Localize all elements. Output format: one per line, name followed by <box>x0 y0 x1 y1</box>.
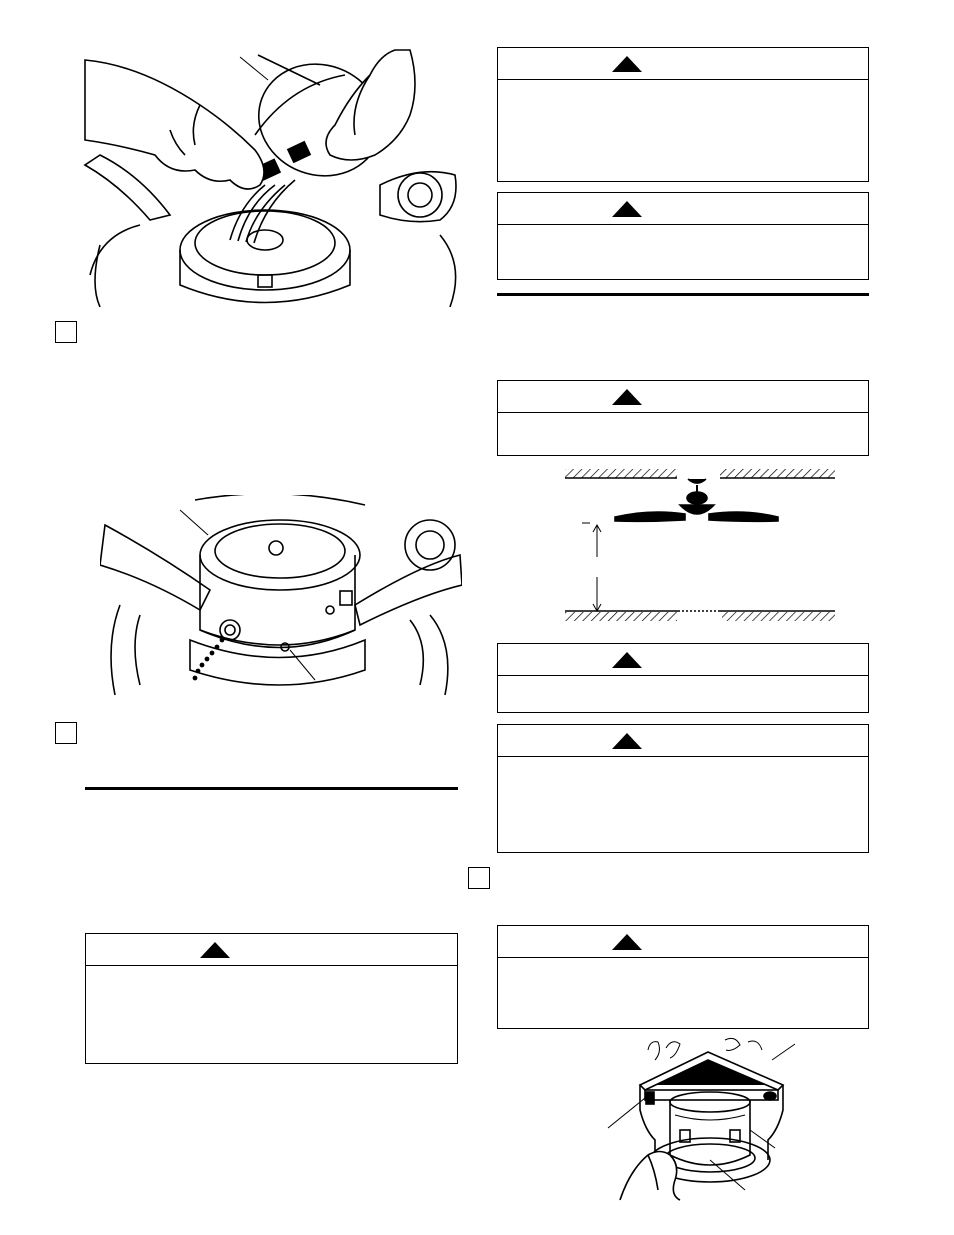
step-1-marker <box>55 321 77 343</box>
warning-text <box>498 757 868 769</box>
warning-triangle-icon <box>612 389 642 405</box>
warning-box-left <box>85 933 458 1064</box>
section-divider-right <box>497 293 869 296</box>
section-divider-left <box>85 787 458 790</box>
warning-box-3 <box>497 380 869 456</box>
warning-text <box>498 80 868 92</box>
warning-header <box>498 48 868 80</box>
warning-text <box>498 413 868 425</box>
wiring-connection-illustration <box>80 45 465 307</box>
warning-box-1 <box>497 47 869 182</box>
switch-housing-illustration <box>100 495 462 710</box>
warning-text <box>498 676 868 688</box>
warning-header <box>86 934 457 966</box>
step-3-marker <box>468 867 490 889</box>
warning-header <box>498 725 868 757</box>
warning-header <box>498 926 868 958</box>
warning-triangle-icon <box>200 942 230 958</box>
warning-text <box>498 225 868 237</box>
warning-text <box>498 958 868 970</box>
canopy-mounting-illustration <box>600 1030 810 1205</box>
warning-triangle-icon <box>612 934 642 950</box>
warning-triangle-icon <box>612 733 642 749</box>
step-2-marker <box>55 722 77 744</box>
warning-box-7 <box>497 925 869 1029</box>
ceiling-clearance-diagram <box>560 465 840 625</box>
warning-box-4 <box>497 643 869 713</box>
warning-box-6 <box>497 724 869 853</box>
warning-text <box>86 966 457 978</box>
warning-header <box>498 193 868 225</box>
warning-header <box>498 644 868 676</box>
warning-triangle-icon <box>612 652 642 668</box>
warning-header <box>498 381 868 413</box>
warning-box-2 <box>497 192 869 280</box>
warning-triangle-icon <box>612 56 642 72</box>
warning-triangle-icon <box>612 201 642 217</box>
